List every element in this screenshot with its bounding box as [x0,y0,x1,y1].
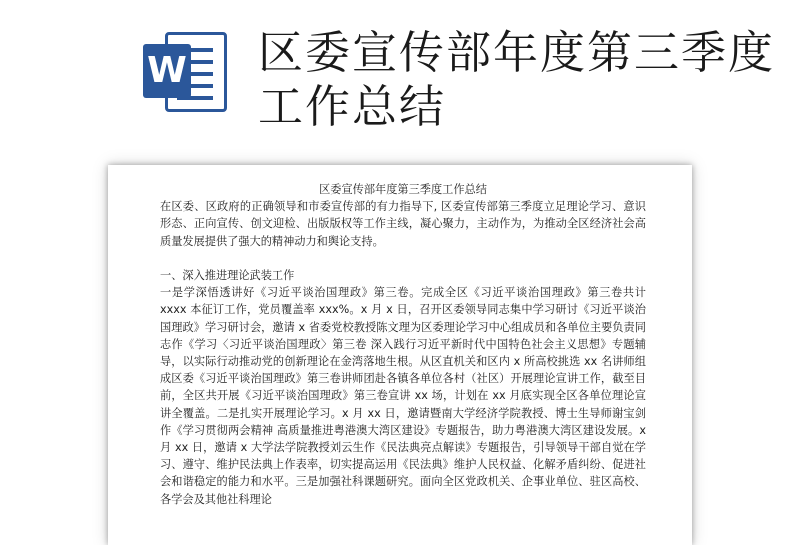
section-paragraph: 一是学深悟透讲好《习近平谈治国理政》第三卷。完成全区《习近平谈治国理政》第三卷共计 xxxx 本征订工作，党员覆盖率 xxx%。x 月 x 日，召开区委领导同志集中学习研讨《习近平谈治国理政》学习研讨会，邀请 x 省委党校教授陈文理为区委理论学习中心组成员和各单位主要负责同志作《学习〈习近平谈治国理政〉第三卷 深入践行习近平新时代中国特色社会主义思想》专题辅导，以实际行动推动党的创新理论在金湾落地生根。从区直机关和区内 x 所高校挑选 xx 名讲师组成区委《习近平谈治国理政》第三卷讲师团赴各镇各单位各村（社区）开展理论宣讲工作，截至目前，全区共开展《习近平谈治国理政》第三卷宣讲 xx 场，计划在 xx 月底实现全区各单位理论宣讲全覆盖。二是扎实开展理论学习。x 月 xx 日，邀请暨南大学经济学院教授、博士生导师谢宝剑作《学习贯彻两会精神 高质量推进粤港澳大湾区建设》专题报告，助力粤港澳大湾区建设发展。x 月 xx 日，邀请 x 大学法学院教授刘云生作《民法典亮点解读》专题报告，引导领导干部自觉在学习、遵守、维护民法典上作表率，切实提高运用《民法典》维护人民权益、化解矛盾纠纷、促进社会和谐稳定的能力和水平。三是加强社科课题研究。面向全区党政机关、企事业单位、驻区高校、各学会及其他社科理论 [160,286,646,506]
word-icon [143,30,233,115]
paragraph-spacer [160,250,646,267]
intro-paragraph: 在区委、区政府的正确领导和市委宣传部的有力指导下, 区委宣传部第三季度立足理论学习、意识形态、正向宣传、创文迎检、出版版权等工作主线，凝心聚力，主动作为，为推动全区经济社会高质量发展提供了强大的精神动力和舆论支持。 [160,200,646,248]
page-title: 区委宣传部年度第三季度工作总结 [258,26,776,133]
section-heading: 一、深入推进理论武装工作 [160,269,295,282]
document-title: 区委宣传部年度第三季度工作总结 [319,183,487,196]
word-badge-letter: W [143,44,191,98]
document-body [160,181,646,508]
header-area [0,0,800,160]
